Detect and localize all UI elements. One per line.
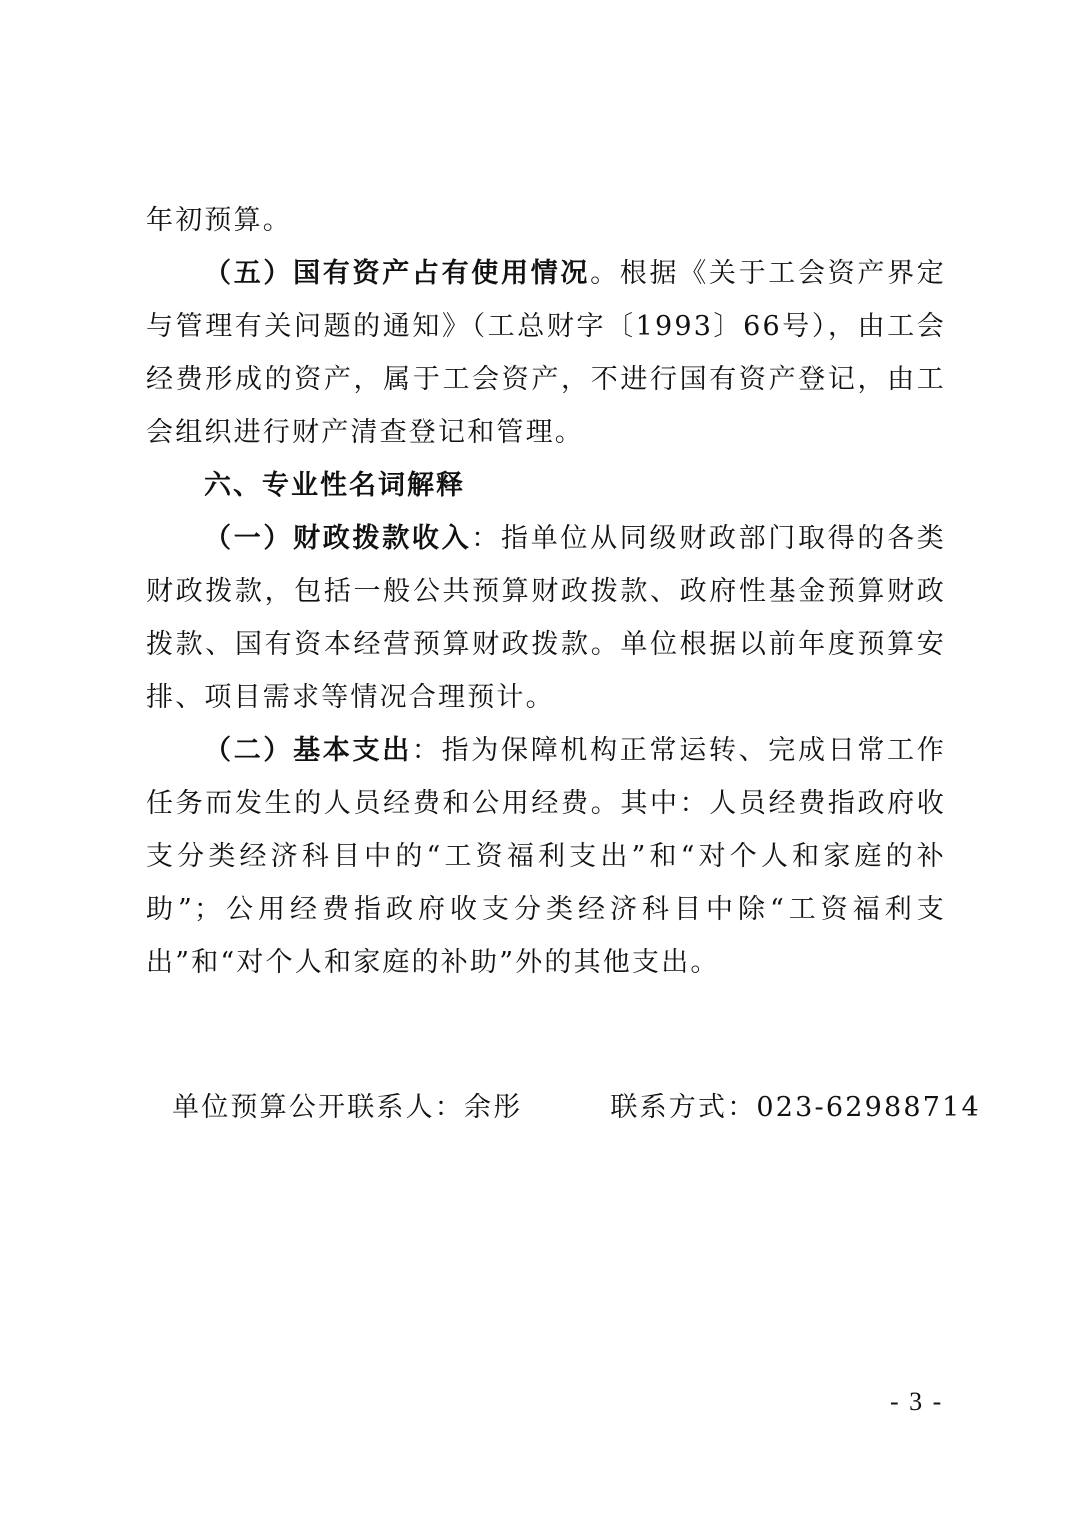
contact-person: 单位预算公开联系人：余彤	[172, 1092, 523, 1123]
definition-text: ：指单位从同级财政部门取得的各类财政拨款，包括一般公共预算财政拨款、政府性基金预算财政拨款、国有资本经营预算财政拨款。单位根据以前年度预算安排、项目需求等情况合理预计。	[146, 523, 946, 713]
definition-lead: （二）基本支出	[204, 735, 412, 766]
definition-lead: （一）财政拨款收入	[204, 523, 472, 554]
section-heading: 六、专业性名词解释	[204, 470, 465, 501]
paragraph-budget-tail	[146, 194, 946, 247]
document-body	[146, 194, 946, 989]
page-number: - 3 -	[890, 1387, 944, 1416]
paragraph-lead: （五）国有资产占有使用情况	[204, 258, 591, 289]
definition-fiscal-appropriation	[146, 512, 946, 724]
definition-basic-expenditure	[146, 724, 946, 989]
paragraph-text: 。根据《关于工会资产界定与管理有关问题的通知》（工总财字〔1993〕66号），由工会经费形成的资产，属于工会资产，不进行国有资产登记，由工会组织进行财产清查登记和管理。	[146, 258, 946, 448]
paragraph-text: 年初预算。	[146, 205, 292, 236]
paragraph-state-assets	[146, 247, 946, 459]
definition-text: ：指为保障机构正常运转、完成日常工作任务而发生的人员经费和公用经费。其中：人员经费指政府收支分类经济科目中的“工资福利支出”和“对个人和家庭的补助”；公用经费指政府收支分类经济科目中除“工资福利支出”和“对个人和家庭的补助”外的其他支出。	[146, 735, 946, 978]
contact-line	[172, 1088, 981, 1128]
contact-phone: 联系方式：023-62988714	[610, 1092, 981, 1123]
